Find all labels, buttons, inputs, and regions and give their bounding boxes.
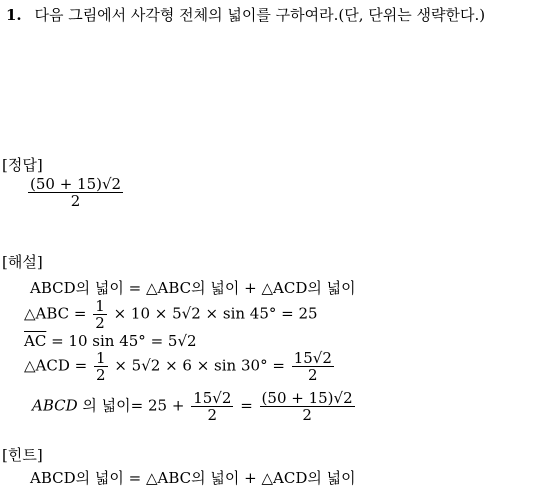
fraction-denominator: 2 xyxy=(260,406,355,423)
equals-sign: = xyxy=(240,396,253,415)
solution-line-3-right: = 10 sin 45° = 5√2 xyxy=(51,332,197,350)
solution-line-2 xyxy=(24,298,318,331)
solution-line-3 xyxy=(24,332,197,350)
fraction-denominator: 2 xyxy=(292,366,334,383)
solution-line-4-mid: × 5√2 × 6 × sin 30° = xyxy=(114,356,285,375)
question-number: 1. xyxy=(6,6,22,24)
solution-line-5-mid: 의 넓이= 25 + xyxy=(82,396,185,415)
fraction-denominator: 2 xyxy=(191,406,233,423)
solution-line-5 xyxy=(32,390,357,423)
hint-label: [힌트] xyxy=(2,446,43,464)
solution-line-1: ABCD의 넓이 = △ABC의 넓이 + △ACD의 넓이 xyxy=(30,279,356,297)
fraction-numerator: 1 xyxy=(95,297,105,315)
solution-line-5-fraction-2 xyxy=(260,390,355,423)
answer-value xyxy=(26,176,125,209)
solution-line-4-fraction xyxy=(94,350,108,383)
solution-line-4-fraction-2 xyxy=(292,350,334,383)
fraction-denominator: 2 xyxy=(96,366,106,384)
solution-label: [해설] xyxy=(2,253,43,271)
segment-ac: $\overline{AC}$ xyxy=(24,332,47,350)
question-text: 다음 그림에서 사각형 전체의 넓이를 구하여라.(단, 단위는 생략한다.) xyxy=(34,6,486,24)
answer-denominator: 2 xyxy=(28,192,123,209)
question-line xyxy=(6,6,485,24)
solution-line-4 xyxy=(24,350,336,383)
solution-line-2-right: × 10 × 5√2 × sin 45° = 25 xyxy=(113,304,318,323)
solution-line-2-fraction xyxy=(93,298,107,331)
fraction-numerator: 15√2 xyxy=(193,389,232,407)
answer-label: [정답] xyxy=(2,156,43,174)
answer-fraction xyxy=(28,176,123,209)
solution-line-2-left: △ABC = xyxy=(24,304,87,323)
hint-line-1: ABCD의 넓이 = △ABC의 넓이 + △ACD의 넓이 xyxy=(30,469,356,487)
fraction-numerator: 15√2 xyxy=(293,349,332,367)
fraction-numerator: (50 + 15)√2 xyxy=(261,389,353,407)
solution-line-4-left: △ACD = xyxy=(24,356,88,375)
fraction-numerator: 1 xyxy=(96,349,106,367)
solution-line-5-left: ABCD xyxy=(32,396,78,415)
fraction-denominator: 2 xyxy=(95,314,105,332)
solution-line-5-fraction xyxy=(191,390,233,423)
answer-numerator: (50 + 15)√2 xyxy=(30,175,122,193)
